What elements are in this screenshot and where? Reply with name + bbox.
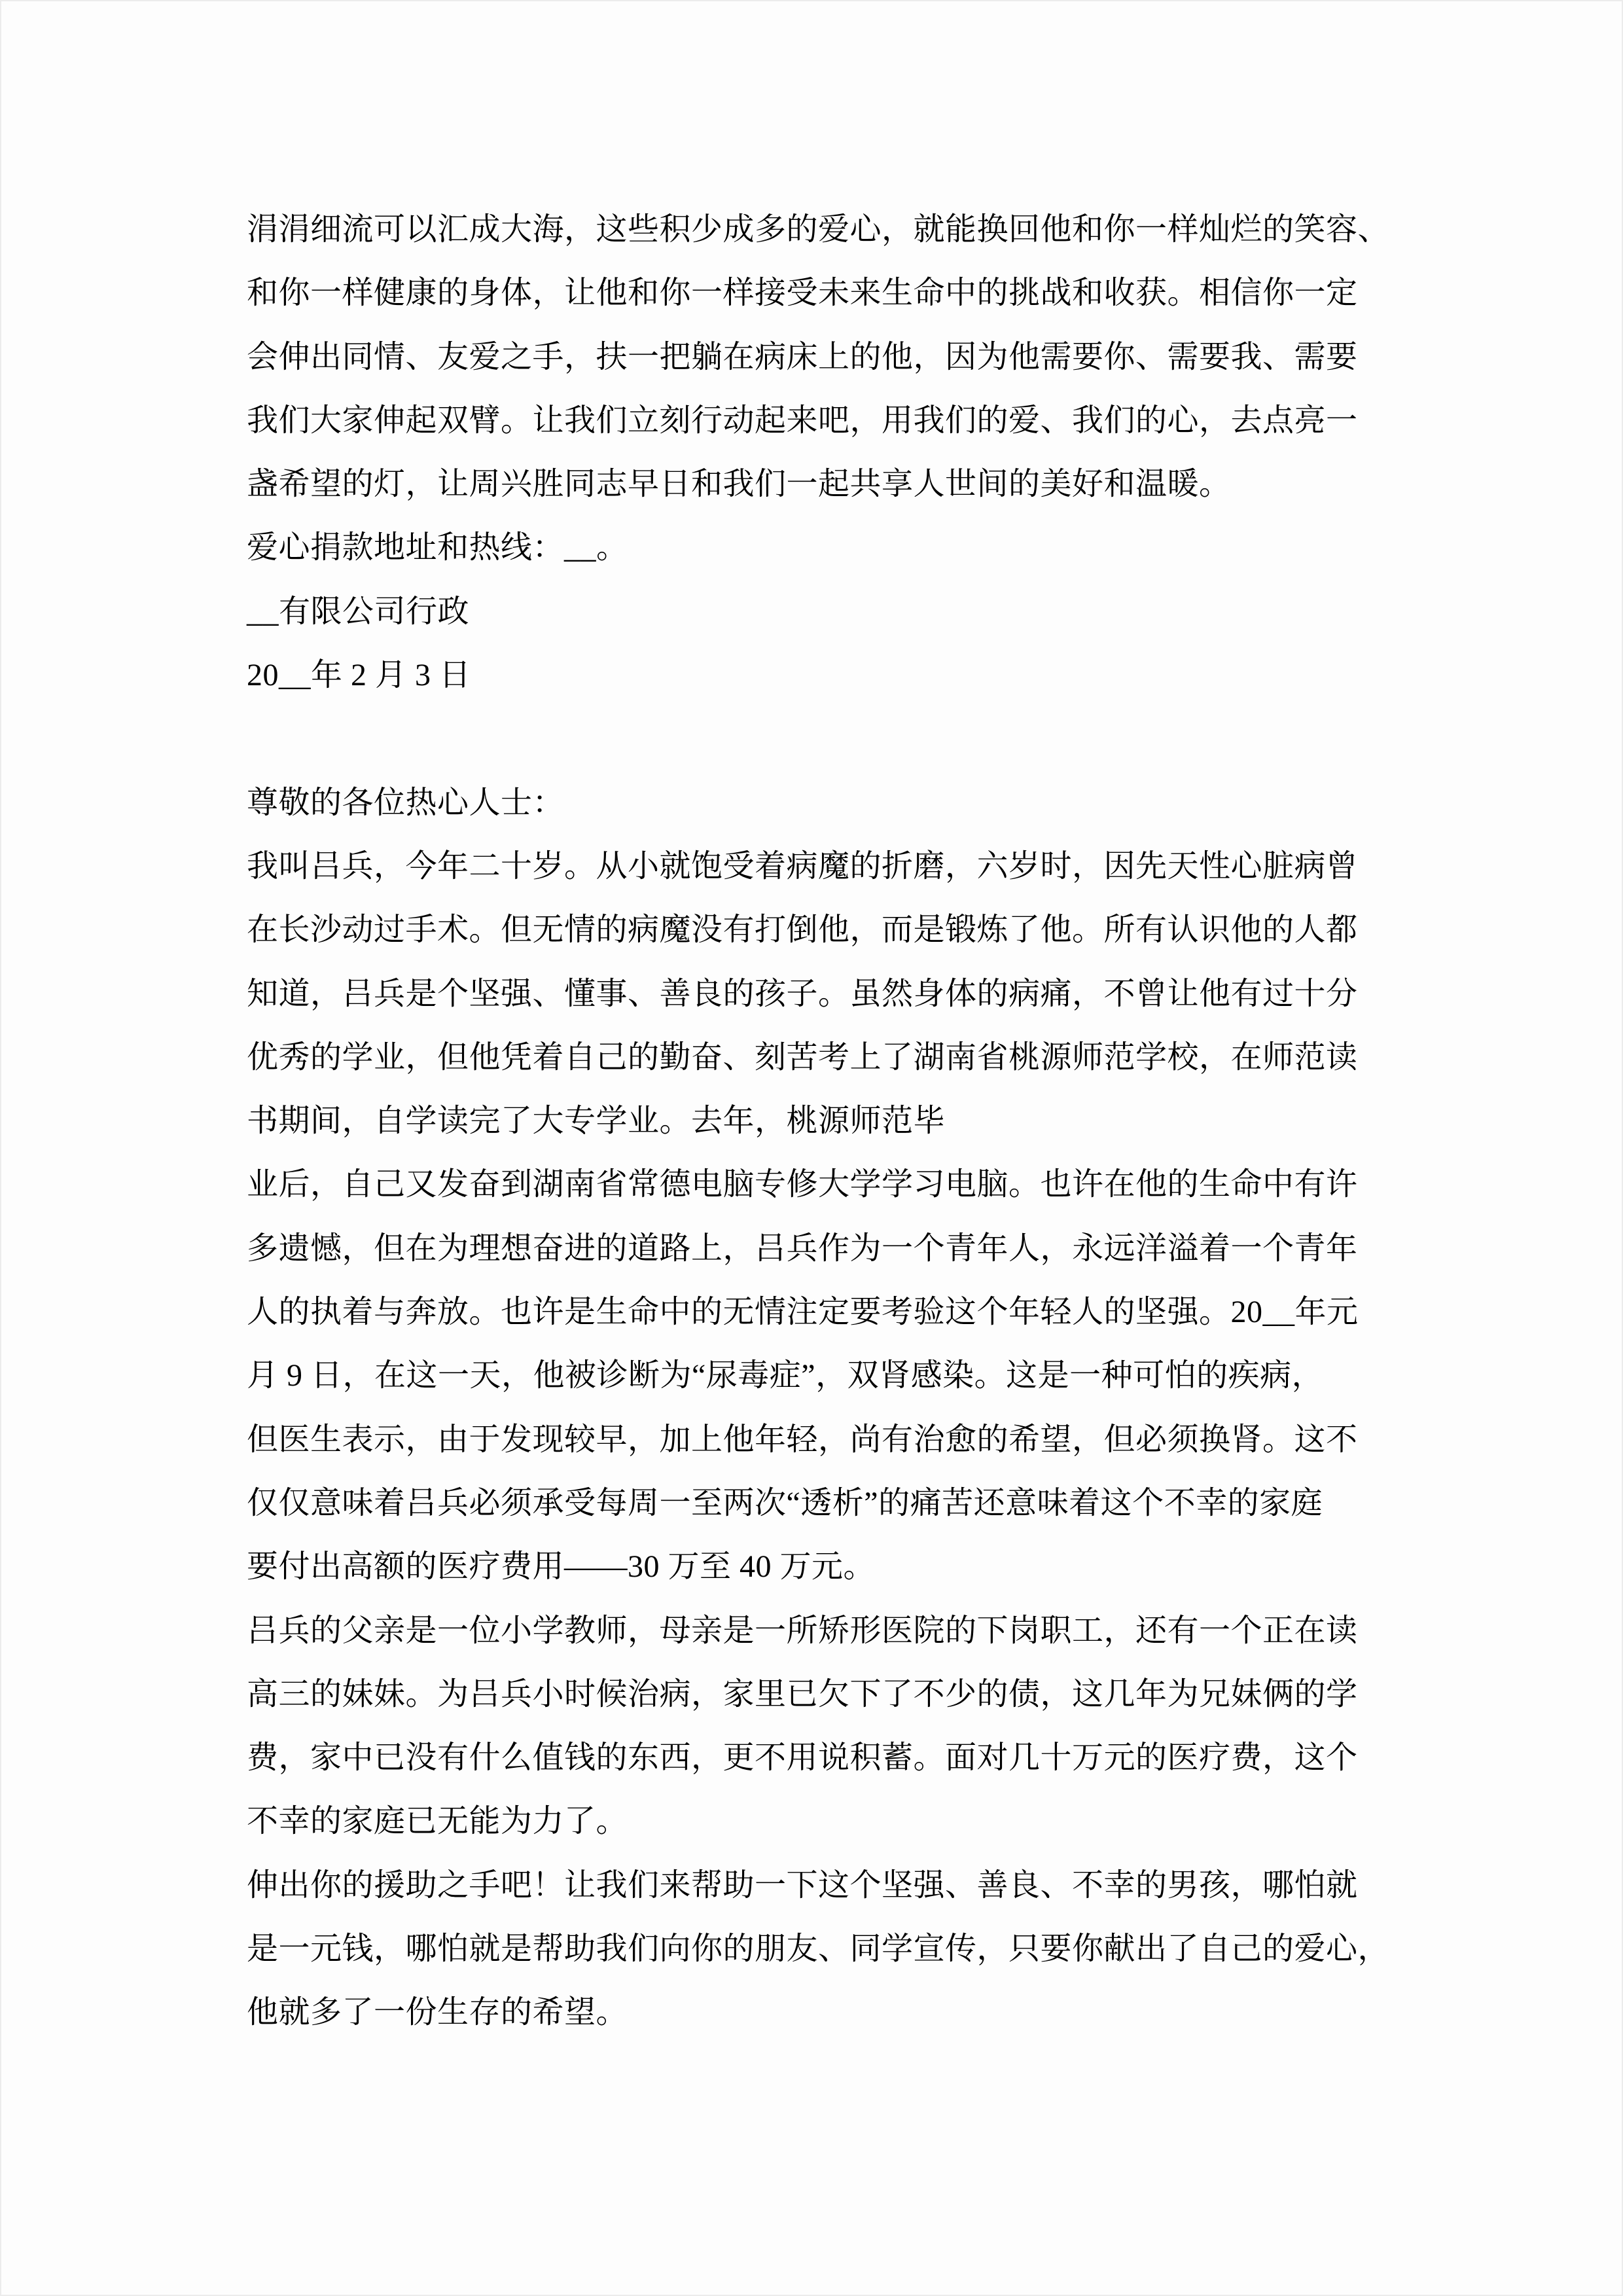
text-line: 要付出高额的医疗费用——30 万至 40 万元。 <box>247 1549 876 1585</box>
text-line: 我叫吕兵，今年二十岁。从小就饱受着病魔的折磨，六岁时，因先天性心脏病曾 <box>247 848 1358 884</box>
text-line: 尊敬的各位热心人士： <box>247 785 565 820</box>
text-line: 月 9 日，在这一天，他被诊断为“尿毒症”，双肾感染。这是一种可怕的疾病， <box>247 1358 1324 1393</box>
text-line: 知道，吕兵是个坚强、懂事、善良的孩子。虽然身体的病痛，不曾让他有过十分 <box>247 976 1358 1011</box>
text-line: 我们大家伸起双臂。让我们立刻行动起来吧，用我们的爱、我们的心，去点亮一 <box>247 403 1358 438</box>
text-line: 人的执着与奔放。也许是生命中的无情注定要考验这个年轻人的坚强。20__年元 <box>247 1295 1359 1330</box>
text-line: 书期间，自学读完了大专学业。去年，桃源师范毕 <box>247 1103 946 1139</box>
appeal-letter-section <box>247 771 1399 2045</box>
text-line: 费，家中已没有什么值钱的东西，更不用说积蓄。面对几十万元的医疗费，这个 <box>247 1740 1358 1776</box>
text-line: 多遗憾，但在为理想奋进的道路上，吕兵作为一个青年人，永远洋溢着一个青年 <box>247 1230 1358 1266</box>
text-line: 和你一样健康的身体，让他和你一样接受未来生命中的挑战和收获。相信你一定 <box>247 276 1358 311</box>
text-line: __有限公司行政 <box>247 594 470 629</box>
text-line: 爱心捐款地址和热线：__。 <box>247 530 628 565</box>
text-line: 但医生表示，由于发现较早，加上他年轻，尚有治愈的希望，但必须换肾。这不 <box>247 1422 1358 1457</box>
text-line: 不幸的家庭已无能为力了。 <box>247 1804 628 1839</box>
text-line: 涓涓细流可以汇成大海，这些积少成多的爱心，就能换回他和你一样灿烂的笑容、 <box>247 212 1390 247</box>
text-line: 伸出你的援助之手吧！让我们来帮助一下这个坚强、善良、不幸的男孩，哪怕就 <box>247 1867 1358 1903</box>
letter-closing-section <box>247 198 1399 707</box>
text-line: 在长沙动过手术。但无情的病魔没有打倒他，而是锻炼了他。所有认识他的人都 <box>247 912 1358 948</box>
text-line: 优秀的学业，但他凭着自己的勤奋、刻苦考上了湖南省桃源师范学校，在师范读 <box>247 1039 1358 1075</box>
text-line: 吕兵的父亲是一位小学教师，母亲是一所矫形医院的下岗职工，还有一个正在读 <box>247 1613 1358 1648</box>
text-block <box>247 198 1399 2045</box>
text-line: 仅仅意味着吕兵必须承受每周一至两次“透析”的痛苦还意味着这个不幸的家庭 <box>247 1485 1323 1520</box>
text-line: 高三的妹妹。为吕兵小时候治病，家里已欠下了不少的债，这几年为兄妹俩的学 <box>247 1676 1358 1712</box>
text-line: 20__年 2 月 3 日 <box>247 658 471 693</box>
text-line: 是一元钱，哪怕就是帮助我们向你的朋友、同学宣传，只要你献出了自己的爱心， <box>247 1931 1390 1967</box>
text-line: 会伸出同情、友爱之手，扶一把躺在病床上的他，因为他需要你、需要我、需要 <box>247 339 1358 374</box>
text-line: 业后，自己又发奋到湖南省常德电脑专修大学学习电脑。也许在他的生命中有许 <box>247 1167 1358 1202</box>
text-line: 他就多了一份生存的希望。 <box>247 1995 628 2030</box>
text-line: 盏希望的灯，让周兴胜同志早日和我们一起共享人世间的美好和温暖。 <box>247 467 1231 502</box>
